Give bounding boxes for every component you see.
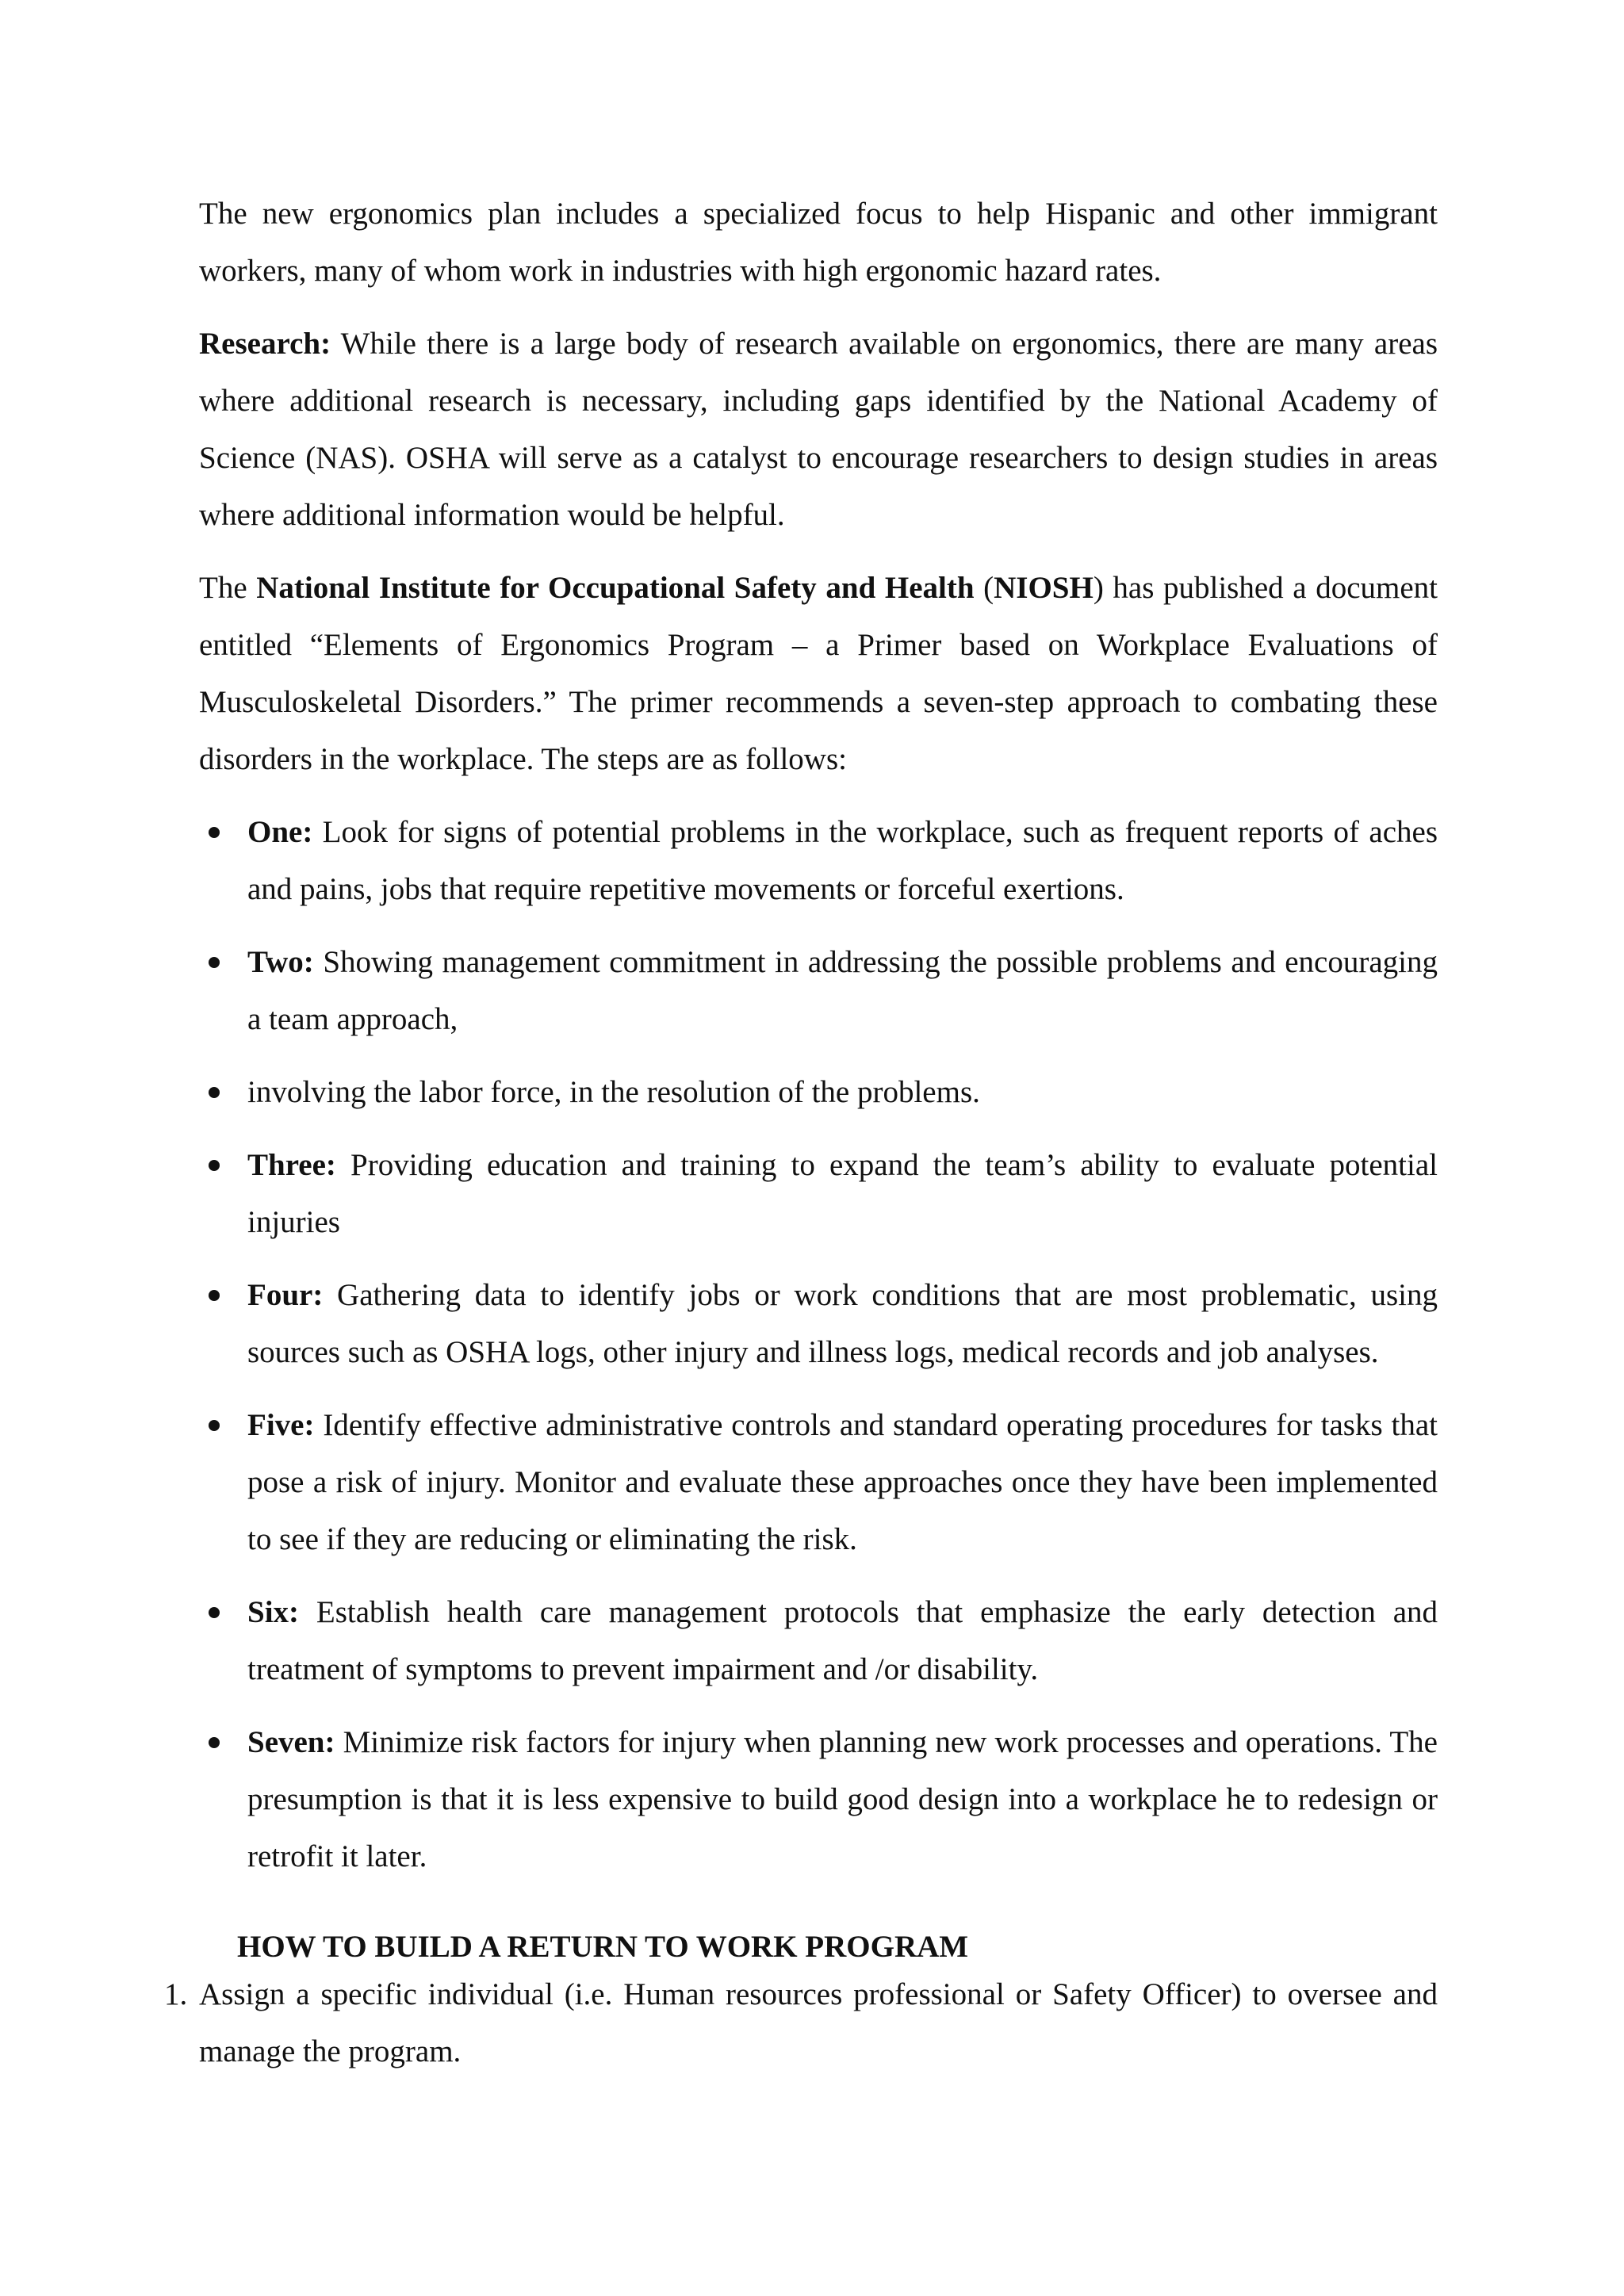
step-label: Seven:: [247, 1725, 335, 1759]
list-item-step-three: [199, 1137, 1438, 1251]
list-item-step-two: [199, 934, 1438, 1048]
item-number: 1.: [164, 1977, 188, 2011]
step-label: Three:: [247, 1148, 336, 1182]
step-text: involving the labor force, in the resolution of the problems.: [247, 1075, 980, 1109]
intro-paragraph: [199, 186, 1438, 300]
step-text: Minimize risk factors for injury when planning new work processes and operations. The presumption is that it is less expensive to build good design into a workplace he to redesign or retrofit it later.: [247, 1725, 1438, 1873]
section-heading: HOW TO BUILD A RETURN TO WORK PROGRAM: [237, 1930, 969, 1964]
niosh-abbreviation: NIOSH: [994, 571, 1094, 605]
numbered-item: [164, 1966, 1438, 2080]
step-text: Look for signs of potential problems in the workplace, such as frequent reports of aches and pains, jobs that require repetitive movements or forceful exertions.: [247, 815, 1438, 906]
research-label: Research:: [199, 327, 331, 361]
bullet-icon: [209, 1420, 220, 1431]
step-text: Identify effective administrative controls and standard operating procedures for tasks that pose a risk of injury. Monitor and evaluate these approaches once they have been implemented to see if they are reducing or eliminating the risk.: [247, 1408, 1438, 1556]
step-label: Four:: [247, 1278, 324, 1312]
niosh-post-text: ) has published a document entitled “Elements of Ergonomics Program – a Primer based on Workplace Evaluations of Musculoskeletal Disorders.” The primer recommends a seven-step approach to combating these disorders in the workplace. The steps are as follows:: [199, 571, 1438, 776]
step-label: One:: [247, 815, 313, 849]
step-label: Six:: [247, 1595, 300, 1629]
step-label: Five:: [247, 1408, 315, 1442]
bullet-icon: [209, 1290, 220, 1301]
niosh-pre-text: The: [199, 571, 257, 605]
bullet-icon: [209, 1160, 220, 1171]
step-text: Showing management commitment in addressing the possible problems and encouraging a team approach,: [247, 945, 1438, 1036]
research-text: While there is a large body of research available on ergonomics, there are many areas where additional research is necessary, including gaps identified by the National Academy of Science (NAS). OSHA will serve as a catalyst to encourage researchers to design studies in areas where additional information would be helpful.: [199, 327, 1438, 532]
list-item-step-two-continued: [199, 1064, 1438, 1121]
bullet-icon: [209, 1737, 220, 1748]
bullet-icon: [209, 957, 220, 968]
bullet-icon: [209, 1087, 220, 1098]
step-text: Providing education and training to expand the team’s ability to evaluate potential injuries: [247, 1148, 1438, 1239]
list-item-step-five: [199, 1397, 1438, 1568]
bullet-icon: [209, 827, 220, 838]
intro-text: The new ergonomics plan includes a specialized focus to help Hispanic and other immigrant workers, many of whom work in industries with high ergonomic hazard rates.: [199, 197, 1438, 288]
niosh-mid-text: (: [974, 571, 994, 605]
list-item-step-four: [199, 1267, 1438, 1381]
list-item-step-six: [199, 1584, 1438, 1698]
list-item-step-one: [199, 804, 1438, 918]
document-body: [164, 186, 1438, 2080]
niosh-paragraph: [199, 560, 1438, 788]
bullet-icon: [209, 1607, 220, 1618]
steps-list: [199, 804, 1438, 1885]
item-text: Assign a specific individual (i.e. Human resources professional or Safety Officer) to oversee and manage the program.: [199, 1977, 1438, 2068]
step-text: Establish health care management protocols that emphasize the early detection and treatment of symptoms to prevent impairment and /or disability.: [247, 1595, 1438, 1686]
niosh-full-name: National Institute for Occupational Safety and Health: [256, 571, 975, 605]
list-item-step-seven: [199, 1714, 1438, 1885]
step-label: Two:: [247, 945, 314, 979]
research-paragraph: [199, 316, 1438, 544]
step-text: Gathering data to identify jobs or work conditions that are most problematic, using sources such as OSHA logs, other injury and illness logs, medical records and job analyses.: [247, 1278, 1438, 1369]
